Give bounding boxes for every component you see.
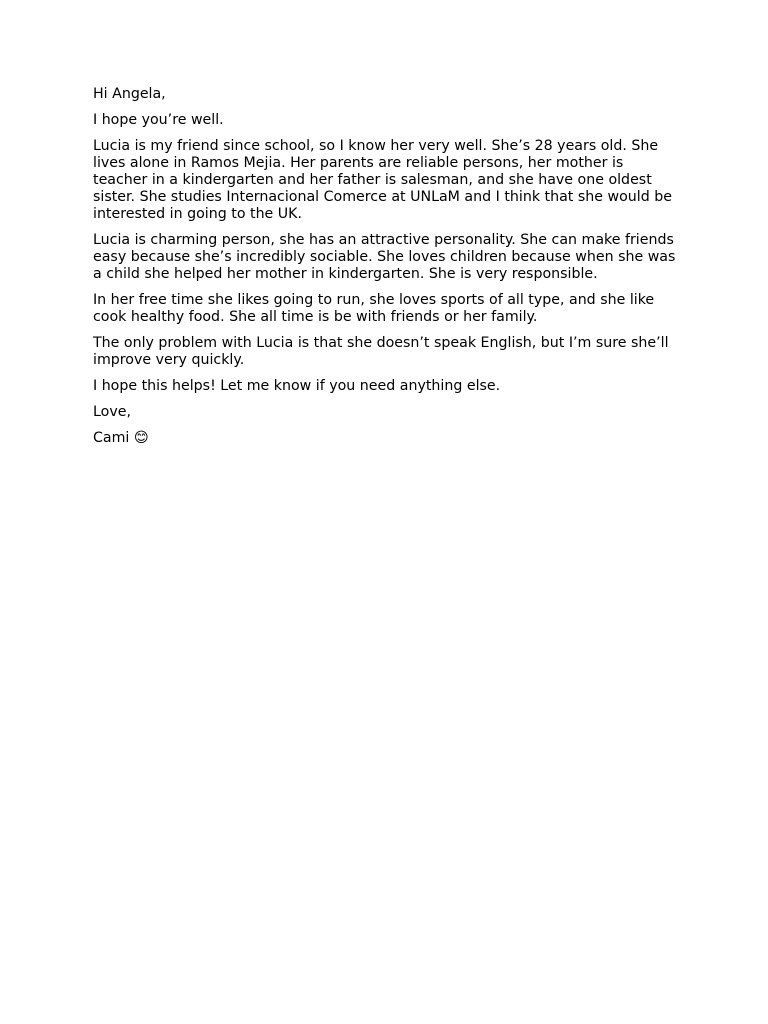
letter-paragraph-5: The only problem with Lucia is that she doesn’t speak English, but I’m sure she’ll improve very quickly.	[93, 335, 669, 368]
letter-paragraph-2: Lucia is my friend since school, so I know her very well. She’s 28 years old. She lives alone in Ramos Mejia. Her parents are reliable persons, her mother is teacher in a kindergarten and her father is salesman, and she have one oldest sister. She studies Internacional Comerce at UNLaM and I think that she would be interested in going to the UK.	[93, 138, 672, 222]
letter-signature: Cami 😊	[93, 430, 149, 446]
letter-body	[93, 86, 677, 456]
letter-paragraph-1: I hope you’re well.	[93, 112, 224, 128]
letter-greeting: Hi Angela,	[93, 86, 166, 102]
letter-paragraph-3: Lucia is charming person, she has an attractive personality. She can make friends easy because she’s incredibly sociable. She loves children because when she was a child she helped her mother in kindergarten. She is very responsible.	[93, 232, 676, 282]
letter-paragraph-4: In her free time she likes going to run, she loves sports of all type, and she like cook healthy food. She all time is be with friends or her family.	[93, 292, 655, 325]
letter-closing: Love,	[93, 404, 131, 420]
letter-paragraph-6: I hope this helps! Let me know if you need anything else.	[93, 378, 501, 394]
